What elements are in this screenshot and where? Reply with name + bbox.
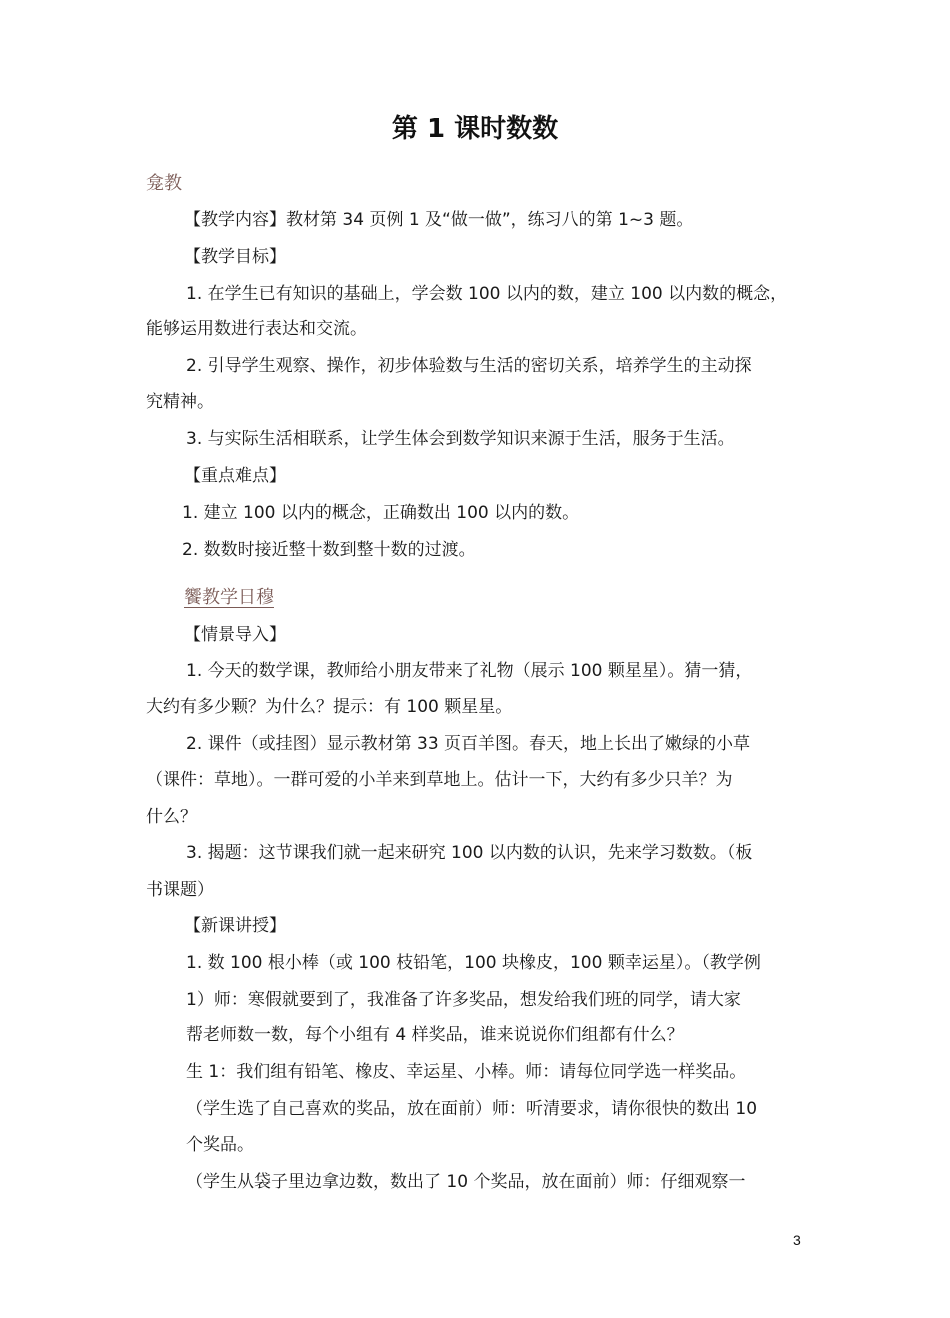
intro-3-line-2: 书课题） xyxy=(146,880,214,900)
new-1-line-6: 个奖品。 xyxy=(186,1135,254,1155)
new-1-line-3: 帮老师数一数，每个小组有 4 样奖品，谁来说说你们组都有什么？ xyxy=(186,1025,684,1045)
intro-2-line-2: （课件：草地）。一群可爱的小羊来到草地上。估计一下，大约有多少只羊？为 xyxy=(146,770,733,790)
intro-1-line-1: 1. 今天的数学课，教师给小朋友带来了礼物（展示 100 颗星星）。猜一猜， xyxy=(186,661,753,681)
key-point-1: 1. 建立 100 以内的概念，正确数出 100 以内的数。 xyxy=(182,503,580,523)
intro-3-line-1: 3. 揭题：这节课我们就一起来研究 100 以内数的认识，先来学习数数。（板 xyxy=(186,843,753,863)
goal-2-line-1: 2. 引导学生观察、操作，初步体验数与生活的密切关系，培养学生的主动探 xyxy=(186,356,752,376)
key-points-label: 【重点难点】 xyxy=(184,466,286,486)
intro-label: 【情景导入】 xyxy=(184,625,286,645)
goal-1-line-2: 能够运用数进行表达和交流。 xyxy=(146,319,367,339)
section-heading-prep: 龛教 xyxy=(146,173,182,194)
new-1-line-2: 1）师：寒假就要到了，我准备了许多奖品，想发给我们班的同学，请大家 xyxy=(186,990,741,1010)
lesson-title: 第 1 课时数数 xyxy=(391,114,559,144)
goal-1-line-1: 1. 在学生已有知识的基础上，学会数 100 以内的数，建立 100 以内数的概念， xyxy=(186,284,788,304)
section-heading-process: 饗教学日穆 xyxy=(184,587,274,608)
teaching-goals-label: 【教学目标】 xyxy=(184,247,286,267)
new-1-line-7: （学生从袋子里边拿边数，数出了 10 个奖品，放在面前）师：仔细观察一 xyxy=(186,1172,746,1192)
intro-2-line-1: 2. 课件（或挂图）显示教材第 33 页百羊图。春天，地上长出了嫩绿的小草 xyxy=(186,734,751,754)
intro-2-line-3: 什么？ xyxy=(146,807,197,827)
new-1-line-1: 1. 数 100 根小棒（或 100 枝铅笔，100 块橡皮，100 颗幸运星）。（教学例 xyxy=(186,953,761,973)
goal-3: 3. 与实际生活相联系，让学生体会到数学知识来源于生活，服务于生活。 xyxy=(186,429,735,449)
new-1-line-4: 生 1：我们组有铅笔、橡皮、幸运星、小棒。师：请每位同学选一样奖品。 xyxy=(186,1062,747,1082)
new-1-line-5: （学生选了自己喜欢的奖品，放在面前）师：听清要求，请你很快的数出 10 xyxy=(186,1099,758,1119)
page-number: 3 xyxy=(793,1232,801,1248)
teaching-content: 【教学内容】教材第 34 页例 1 及“做一做”，练习八的第 1~3 题。 xyxy=(184,210,694,230)
intro-1-line-2: 大约有多少颗？为什么？提示：有 100 颗星星。 xyxy=(146,697,513,717)
key-point-2: 2. 数数时接近整十数到整十数的过渡。 xyxy=(182,540,476,560)
goal-2-line-2: 究精神。 xyxy=(146,392,214,412)
new-lesson-label: 【新课讲授】 xyxy=(184,916,286,936)
